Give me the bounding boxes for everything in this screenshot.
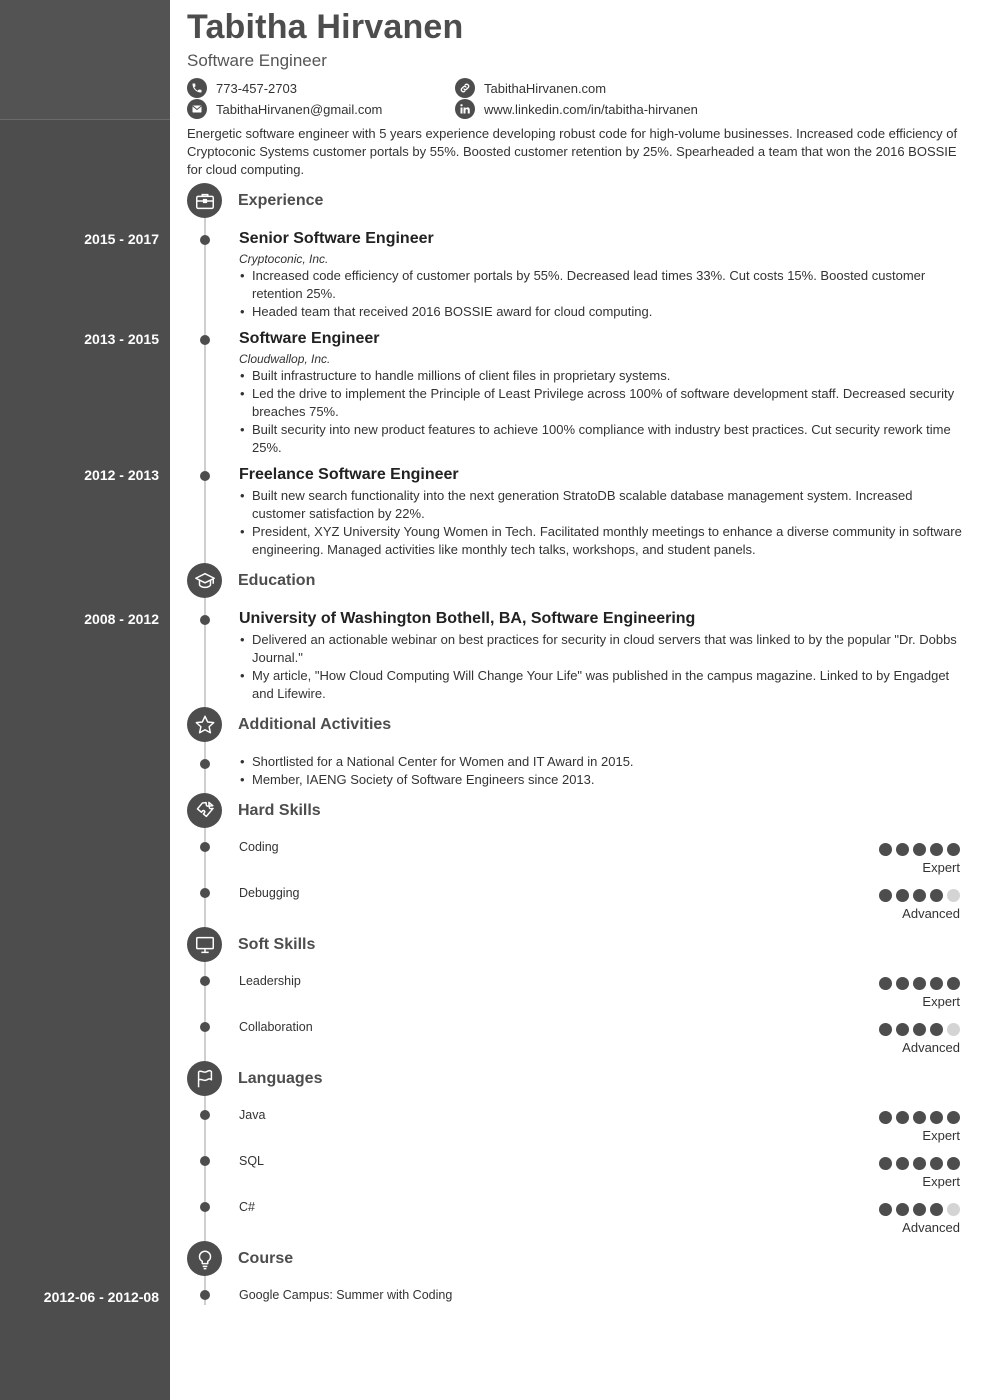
language-rating: [879, 1203, 960, 1216]
job-title: Software Engineer: [239, 330, 380, 347]
rating-dot-filled: [896, 1023, 909, 1036]
rating-dot-filled: [913, 1203, 926, 1216]
rating-dot-filled: [930, 1023, 943, 1036]
timeline-dot: [200, 335, 210, 345]
rating-dot-filled: [879, 889, 892, 902]
rating-dot-filled: [913, 1111, 926, 1124]
job-dates: 2013 - 2015: [84, 331, 159, 347]
rating-dot-filled: [879, 1023, 892, 1036]
rating-dot-empty: [947, 1023, 960, 1036]
rating-dot-filled: [930, 889, 943, 902]
language-name: C#: [239, 1200, 255, 1214]
language-name: SQL: [239, 1154, 265, 1168]
rating-dot-filled: [913, 889, 926, 902]
timeline-dot: [200, 1290, 210, 1300]
timeline-dot: [200, 471, 210, 481]
timeline-dot: [200, 976, 210, 986]
job-dates: 2012 - 2013: [84, 467, 159, 483]
rating-dot-filled: [896, 1203, 909, 1216]
language-rating: [879, 1157, 960, 1170]
linkedin-icon: [455, 99, 475, 119]
job-title: Senior Software Engineer: [239, 230, 434, 247]
skill-level: Expert: [922, 994, 960, 1009]
rating-dot-filled: [930, 977, 943, 990]
contact-website[interactable]: [455, 78, 606, 98]
activities-bullets: [239, 753, 964, 789]
candidate-name: Tabitha Hirvanen: [187, 8, 464, 46]
contact-phone: [187, 78, 297, 98]
list-item: • Member, IAENG Society of Software Engineers since 2013.: [239, 771, 964, 789]
skill-level: Advanced: [902, 906, 960, 921]
timeline-dot: [200, 888, 210, 898]
contact-phone-text: 773-457-2703: [216, 80, 297, 96]
contact-linkedin-text[interactable]: www.linkedin.com/in/tabitha-hirvanen: [484, 101, 698, 117]
list-item: • Shortlisted for a National Center for Women and IT Award in 2015.: [239, 753, 964, 771]
timeline-dot: [200, 235, 210, 245]
rating-dot-filled: [879, 1157, 892, 1170]
rating-dot-filled: [913, 977, 926, 990]
rating-dot-empty: [947, 889, 960, 902]
job-title: Freelance Software Engineer: [239, 466, 459, 483]
job-bullets: [239, 367, 964, 457]
rating-dot-filled: [947, 843, 960, 856]
sidebar: [0, 0, 170, 1400]
list-item: • My article, "How Cloud Computing Will Change Your Life" was published in the campus magazine. Linked to by Engadget and Lifewire.: [239, 667, 964, 703]
rating-dot-filled: [879, 1203, 892, 1216]
profile-summary: Energetic software engineer with 5 years experience developing robust code for high-volume businesses. Increased code efficiency of Cryptoconic Systems customer portals by 55%. Boosted customer retention by 25%. Spearheaded a team that won the 2016 BOSSIE for cloud computing.: [187, 126, 958, 177]
rating-dot-filled: [947, 1111, 960, 1124]
section-title-course: Course: [238, 1250, 294, 1267]
list-item: • Delivered an actionable webinar on best practices for security in cloud servers that was linked to by the popular "Dr. Dobbs Journal.": [239, 631, 964, 667]
course-dates: 2012-06 - 2012-08: [43, 1289, 159, 1305]
list-item: • Built security into new product features to achieve 100% compliance with industry best practices. Cut security rework time 25%.: [239, 421, 964, 457]
rating-dot-filled: [896, 977, 909, 990]
skill-rating: [879, 1023, 960, 1036]
skill-name: Coding: [239, 840, 279, 854]
list-item: • Headed team that received 2016 BOSSIE award for cloud computing.: [239, 303, 964, 321]
list-item: • President, XYZ University Young Women in Tech. Facilitated monthly meetings to enhance a diverse community in software engineering. Managed activities like monthly tech talks, workshops, and student panels.: [239, 523, 964, 559]
timeline-dot: [200, 759, 210, 769]
timeline-dot: [200, 615, 210, 625]
language-level: Expert: [922, 1128, 960, 1143]
timeline-dot: [200, 1156, 210, 1166]
rating-dot-filled: [896, 889, 909, 902]
list-item: • Built infrastructure to handle millions of client files in proprietary systems.: [239, 367, 964, 385]
section-title-experience: Experience: [238, 192, 324, 209]
list-item: • Increased code efficiency of customer portals by 55%. Decreased lead times 33%. Cut costs 15%. Boosted customer retention 25%.: [239, 267, 964, 303]
language-name: Java: [239, 1108, 266, 1122]
skill-rating: [879, 843, 960, 856]
rating-dot-filled: [896, 1157, 909, 1170]
education-title: University of Washington Bothell, BA, Software Engineering: [239, 610, 696, 627]
rating-dot-filled: [913, 843, 926, 856]
job-company: Cloudwallop, Inc.: [239, 352, 331, 366]
rating-dot-filled: [879, 1111, 892, 1124]
monitor-icon: [187, 927, 222, 962]
star-icon: [187, 707, 222, 742]
language-level: Expert: [922, 1174, 960, 1189]
candidate-role: Software Engineer: [187, 51, 327, 70]
envelope-icon: [187, 99, 207, 119]
skill-level: Expert: [922, 860, 960, 875]
language-rating: [879, 1111, 960, 1124]
rating-dot-filled: [930, 1111, 943, 1124]
contact-email[interactable]: [187, 99, 382, 119]
rating-dot-filled: [879, 843, 892, 856]
timeline-dot: [200, 1110, 210, 1120]
course-name: Google Campus: Summer with Coding: [239, 1288, 453, 1302]
skill-rating: [879, 977, 960, 990]
skill-name: Collaboration: [239, 1020, 313, 1034]
education-bullets: [239, 631, 964, 703]
rating-dot-filled: [930, 1203, 943, 1216]
rating-dot-filled: [930, 1157, 943, 1170]
sidebar-header-block: [0, 0, 170, 120]
section-title-activities: Additional Activities: [238, 716, 392, 733]
rating-dot-filled: [879, 977, 892, 990]
link-icon: [455, 78, 475, 98]
rating-dot-filled: [930, 843, 943, 856]
list-item: • Led the drive to implement the Principle of Least Privilege across 100% of software development staff. Decreased security breaches 75%.: [239, 385, 964, 421]
puzzle-icon: [187, 793, 222, 828]
contact-linkedin[interactable]: [455, 99, 698, 119]
rating-dot-filled: [896, 843, 909, 856]
list-item: • Built new search functionality into the next generation StratoDB scalable database management system. Increased customer satisfaction by 22%.: [239, 487, 964, 523]
rating-dot-filled: [896, 1111, 909, 1124]
skill-name: Debugging: [239, 886, 300, 900]
contact-website-text[interactable]: TabithaHirvanen.com: [484, 80, 607, 96]
job-bullets: [239, 267, 964, 321]
section-title-soft-skills: Soft Skills: [238, 936, 316, 953]
rating-dot-filled: [947, 977, 960, 990]
section-title-hard-skills: Hard Skills: [238, 802, 321, 819]
graduation-cap-icon: [187, 563, 222, 598]
flag-icon: [187, 1061, 222, 1096]
language-level: Advanced: [902, 1220, 960, 1235]
timeline-dot: [200, 842, 210, 852]
education-dates: 2008 - 2012: [84, 611, 159, 627]
job-dates: 2015 - 2017: [84, 231, 159, 247]
skill-name: Leadership: [239, 974, 301, 988]
phone-icon: [187, 78, 207, 98]
rating-dot-filled: [913, 1023, 926, 1036]
rating-dot-filled: [947, 1157, 960, 1170]
job-bullets: [239, 487, 964, 559]
section-title-education: Education: [238, 572, 316, 589]
skill-rating: [879, 889, 960, 902]
skill-level: Advanced: [902, 1040, 960, 1055]
timeline-dot: [200, 1022, 210, 1032]
lightbulb-icon: [187, 1241, 222, 1276]
rating-dot-empty: [947, 1203, 960, 1216]
timeline-dot: [200, 1202, 210, 1212]
section-title-languages: Languages: [238, 1070, 323, 1087]
rating-dot-filled: [913, 1157, 926, 1170]
contact-email-text[interactable]: TabithaHirvanen@gmail.com: [216, 101, 383, 117]
job-company: Cryptoconic, Inc.: [239, 252, 329, 266]
briefcase-icon: [187, 183, 222, 218]
